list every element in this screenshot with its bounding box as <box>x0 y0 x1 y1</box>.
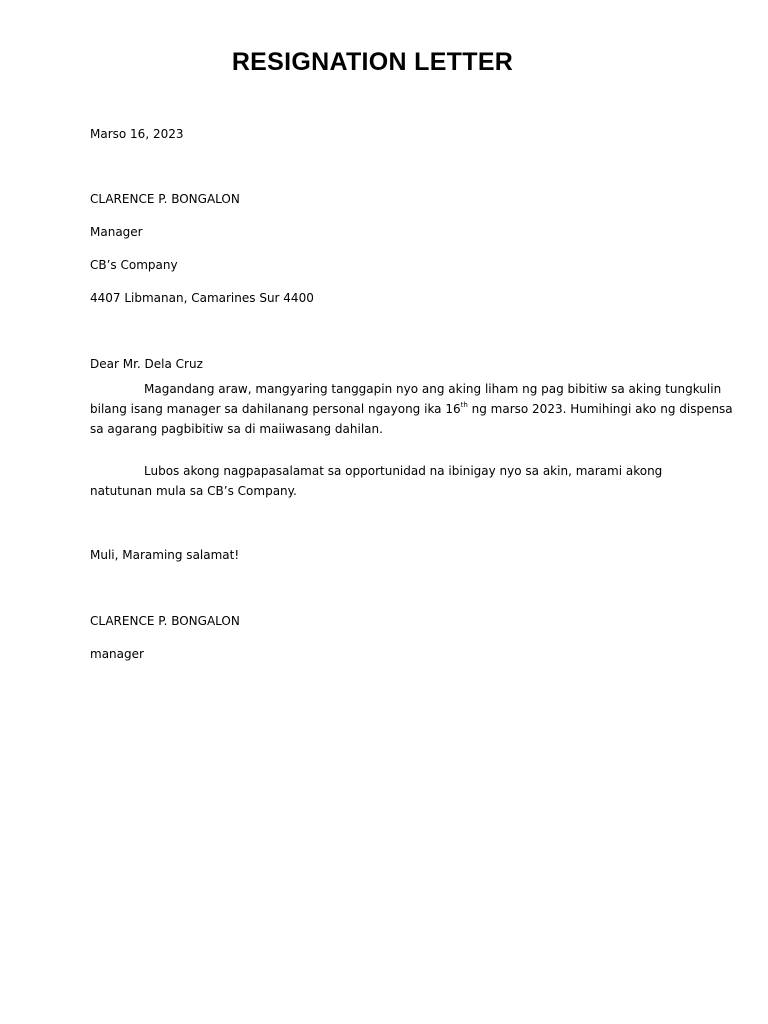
signature-name: CLARENCE P. BONGALON <box>90 614 240 628</box>
recipient-address: 4407 Libmanan, Camarines Sur 4400 <box>90 291 314 305</box>
signature-title: manager <box>90 647 144 661</box>
paragraph-2-line-1: Lubos akong nagpapasalamat sa opportunidad na ibinigay nyo sa akin, marami akong <box>144 464 663 478</box>
recipient-name: CLARENCE P. BONGALON <box>90 192 240 206</box>
letter-date: Marso 16, 2023 <box>90 127 184 141</box>
body-paragraph-1 <box>90 379 733 439</box>
ordinal-suffix: th <box>460 401 468 409</box>
page-title: RESIGNATION LETTER <box>231 48 514 76</box>
paragraph-1-line-3: sa agarang pagbibitiw sa di maiiwasang dahilan. <box>90 422 383 436</box>
salutation: Dear Mr. Dela Cruz <box>90 357 203 371</box>
recipient-position: Manager <box>90 225 143 239</box>
body-paragraph-2 <box>90 461 690 501</box>
paragraph-1-line-2-after: ng marso 2023. Humihingi ako ng dispensa <box>467 402 733 416</box>
paragraph-2-line-2: natutunan mula sa CB’s Company. <box>90 484 297 498</box>
paragraph-1-line-2-before: bilang isang manager sa dahilanang personal ngayong ika 16 <box>90 402 461 416</box>
recipient-company: CB’s Company <box>90 258 178 272</box>
closing-line: Muli, Maraming salamat! <box>90 548 240 562</box>
paragraph-1-line-2 <box>90 399 733 419</box>
paragraph-1-line-1: Magandang araw, mangyaring tanggapin nyo ang aking liham ng pag bibitiw sa aking tungkulin <box>144 382 722 396</box>
